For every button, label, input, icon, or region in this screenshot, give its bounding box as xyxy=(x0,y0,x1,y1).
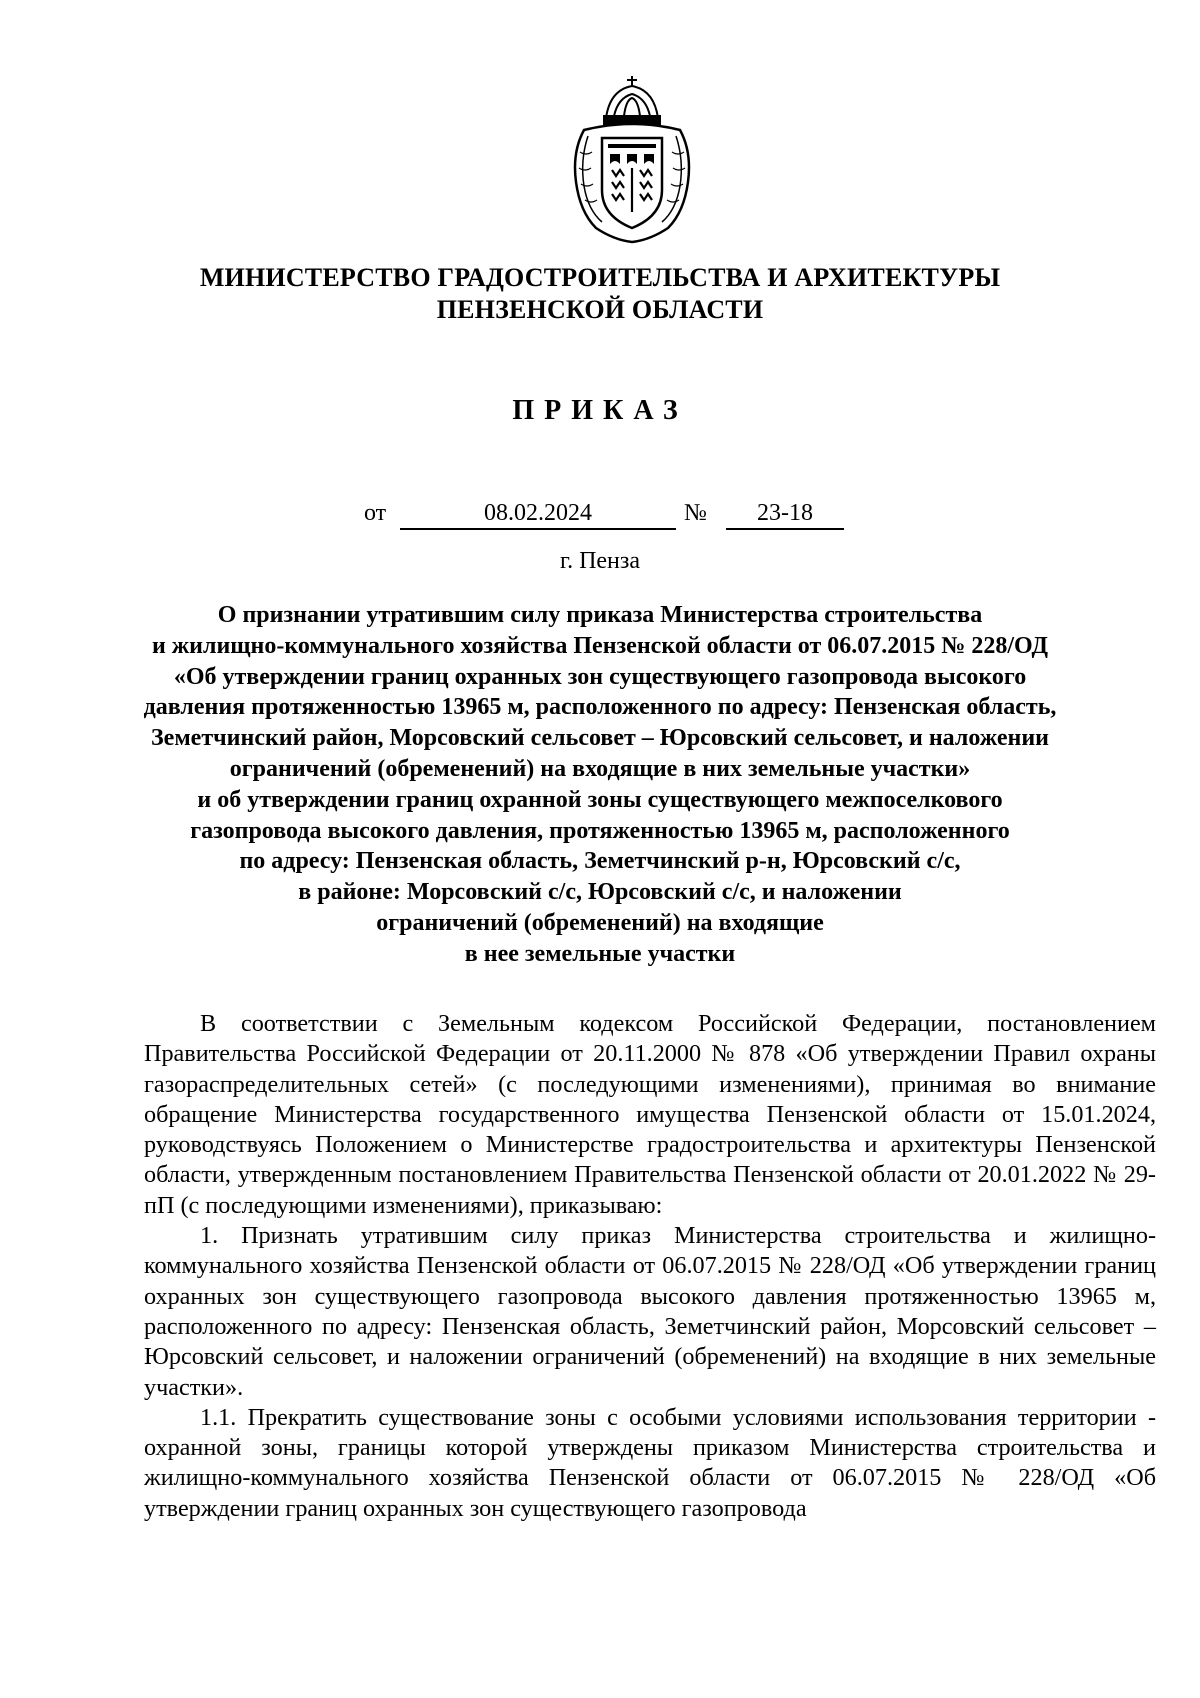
heading-line: в нее земельные участки xyxy=(464,940,736,967)
order-title: ПРИКАЗ xyxy=(512,395,688,426)
ministry-name-line: МИНИСТЕРСТВО ГРАДОСТРОИТЕЛЬСТВА И АРХИТЕКТУРЫ xyxy=(199,263,1001,292)
date-from-label: от xyxy=(364,500,387,526)
heading-line: Земетчинский район, Морсовский сельсовет – Юрсовский сельсовет, и наложении xyxy=(151,725,1049,752)
body-paragraph: В соответствии с Земельным кодексом Российской Федерации, постановлением Правительства Российской Федерации от 20.11.2000 № 878 «Об утверждении Правил охраны газораспределительных сетей» (с последующими изменениями), принимая во внимание обращение Министерства государственного имущества Пензенской области от 15.01.2024, руководствуясь Положением о Министерстве градостроительства и архитектуры Пензенской области, утвержденным постановлением Правительства Пензенской области от 20.01.2022 № 29-пП (с последующими изменениями), приказываю: xyxy=(144,1010,1156,1219)
order-date: 08.02.2024 xyxy=(400,498,676,530)
heading-line: и об утверждении границ охранной зоны существующего межпоселкового xyxy=(197,786,1003,813)
order-date-number-line xyxy=(364,498,864,532)
heading-line: «Об утверждении границ охранных зон существующего газопровода высокого xyxy=(173,663,1027,690)
heading-line: по адресу: Пензенская область, Земетчинский р-н, Юрсовский с/с, xyxy=(239,848,961,875)
heading-line: О признании утратившим силу приказа Министерства строительства xyxy=(217,602,983,628)
order-heading xyxy=(80,600,1120,970)
heading-line: в районе: Морсовский с/с, Юрсовский с/с, и наложении xyxy=(298,879,902,906)
body-paragraph: 1.1. Прекратить существование зоны с особыми условиями использования территории - охранной зоны, границы которой утверждены приказом Министерства строительства и жилищно-коммунального хозяйства Пензенской области от 06.07.2015 № 228/ОД «Об утверждении границ охранных зон существующего газопровода xyxy=(144,1403,1156,1522)
heading-line: ограничений (обременений) на входящие в них земельные участки» xyxy=(229,755,971,782)
coat-of-arms-emblem-icon xyxy=(566,72,698,244)
heading-line: ограничений (обременений) на входящие xyxy=(376,909,824,936)
number-sign: № xyxy=(684,500,707,526)
heading-line: газопровода высокого давления, протяженностью 13965 м, расположенного xyxy=(190,817,1010,844)
order-number: 23-18 xyxy=(726,498,844,530)
ministry-name-line: ПЕНЗЕНСКОЙ ОБЛАСТИ xyxy=(436,295,764,324)
heading-line: и жилищно-коммунального хозяйства Пензенской области от 06.07.2015 № 228/ОД xyxy=(151,632,1049,659)
body-paragraph: 1. Признать утратившим силу приказ Министерства строительства и жилищно-коммунального хозяйства Пензенской области от 06.07.2015 № 228/ОД «Об утверждении границ охранных зон существующего газопровода высокого давления протяженностью 13965 м, расположенного по адресу: Пензенская область, Земетчинский район, Морсовский сельсовет – Юрсовский сельсовет, и наложении ограничений (обременений) на входящие в них земельные участки». xyxy=(144,1222,1156,1401)
heading-line: давления протяженностью 13965 м, расположенного по адресу: Пензенская область, xyxy=(143,694,1057,721)
ministry-name xyxy=(0,262,1200,326)
order-body xyxy=(144,1009,1156,1524)
issue-city: г. Пенза xyxy=(559,548,641,574)
